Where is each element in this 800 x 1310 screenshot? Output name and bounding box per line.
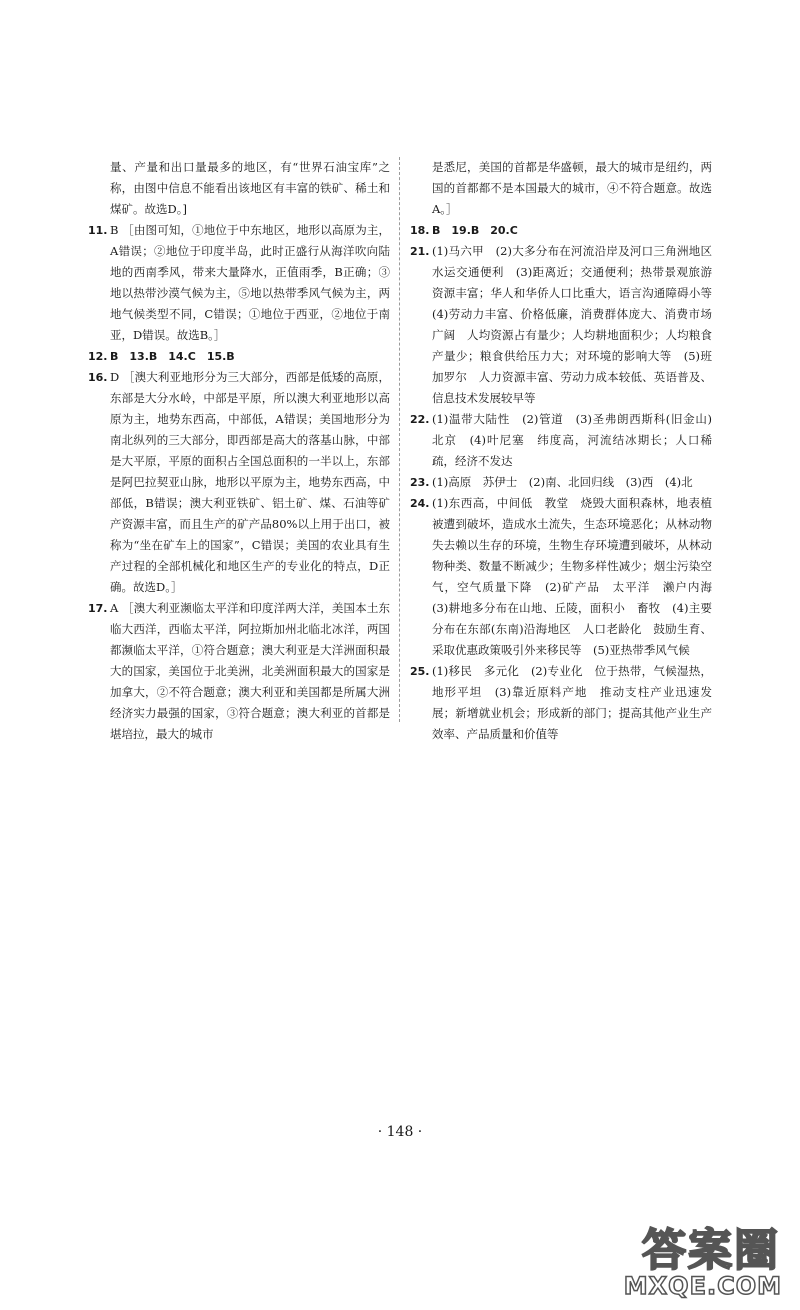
left-column — [88, 157, 390, 745]
answer-12-15: 12. B 13.B 14.C 15.B — [88, 346, 390, 367]
right-column — [410, 157, 724, 745]
question-number: 18. — [410, 224, 430, 237]
watermark-logo-text: 答案圈 — [642, 1225, 780, 1276]
column-divider — [399, 157, 400, 722]
question-number: 12. — [88, 350, 108, 363]
answer-continued-17: 是悉尼，美国的首都是华盛顿，最大的城市是纽约，两国的首都都不是本国最大的城市，④不符合题意。故选A。］ — [432, 160, 712, 216]
answer-17: 17. A ［澳大利亚濒临太平洋和印度洋两大洋，美国本土东临大西洋，西临太平洋，阿拉斯加州北临北冰洋，两国都濒临太平洋，①符合题意；澳大利亚是大洋洲面积最大的国家，美国位于北美洲，北美洲面积最大的国家是加拿大，②不符合题意；澳大利亚和美国都是所属大洲经济实力最强的国家，③符合题意；澳大利亚的首都是堪培拉，最大的城市 — [88, 598, 390, 745]
question-number: 22. — [410, 413, 430, 426]
answer-16: 16. D ［澳大利亚地形分为三大部分，西部是低矮的高原，东部是大分水岭，中部是平原，所以澳大利亚地形以高原为主，地势东西高，中部低，A错误；美国地形分为南北纵列的三大部分，即西部是高大的落基山脉，中部是大平原，平原的面积占全国总面积的一半以上，东部是阿巴拉契亚山脉，地形以平原为主，地势东西高，中部低，B错误；澳大利亚铁矿、铝土矿、煤、石油等矿产资源丰富，而且生产的矿产品80%以上用于出口，被称为“坐在矿车上的国家”，C错误；美国的农业具有生产过程的全部机械化和地区生产的专业化的特点，D正确。故选D。］ — [88, 367, 390, 598]
question-number: 24. — [410, 497, 430, 510]
answer-25: 25. (1)移民 多元化 (2)专业化 位于热带，气候湿热，地形平坦 (3)靠近原料产地 推动支柱产业迅速发展；新增就业机会；形成新的部门；提高其他产业生产效率、产品质量和价值等 — [410, 661, 712, 745]
question-number: 11. — [88, 224, 108, 237]
question-number: 25. — [410, 665, 430, 678]
answer-11: 11. B ［由图可知，①地位于中东地区，地形以高原为主，A错误；②地位于印度半岛，此时正盛行从海洋吹向陆地的西南季风，带来大量降水，正值雨季，B正确；③地以热带沙漠气候为主，⑤地以热带季风气候为主，两地气候类型不同，C错误；①地位于西亚，②地位于南亚，D错误。故选B。］ — [88, 220, 390, 346]
answer-22: 22. (1)温带大陆性 (2)管道 (3)圣弗朗西斯科(旧金山) 北京 (4)叶尼塞 纬度高，河流结冰期长；人口稀疏，经济不发达 — [410, 409, 712, 472]
answer-21: 21. (1)马六甲 (2)大多分布在河流沿岸及河口三角洲地区 水运交通便利 (3)距离近；交通便利；热带景观旅游资源丰富；华人和华侨人口比重大，语言沟通障碍小等 (4)劳动力丰富、价格低廉，消费群体庞大、消费市场广阔 人均资源占有量少；人均耕地面积少；人均粮食产量少；粮食供给压力大；对环境的影响大等 (5)班加罗尔 人力资源丰富、劳动力成本较低、英语普及、信息技术发展较早等 — [410, 241, 712, 409]
answer-23: 23. (1)高原 苏伊士 (2)南、北回归线 (3)西 (4)北 — [410, 472, 712, 493]
question-number: 17. — [88, 602, 108, 615]
page-number: · 148 · — [377, 1124, 423, 1140]
answer-24: 24. (1)东西高，中间低 教堂 烧毁大面积森林，地表植被遭到破坏，造成水土流失，生态环境恶化；从林动物失去赖以生存的环境，生物生存环境遭到破坏，从林动物种类、数量不断减少；生物多样性减少；烟尘污染空气，空气质量下降 (2)矿产品 太平洋 濑户内海 (3)耕地多分布在山地、丘陵，面积小 畜牧 (4)主要分布在东部(东南)沿海地区 人口老龄化 鼓励生育、采取优惠政策吸引外来移民等 (5)亚热带季风气候 — [410, 493, 712, 661]
question-number: 21. — [410, 245, 430, 258]
question-number: 16. — [88, 371, 108, 384]
answer-continued-10: 量、产量和出口量最多的地区，有“世界石油宝库”之称，由图中信息不能看出该地区有丰富的铁矿、稀土和煤矿。故选D。] — [110, 160, 390, 216]
watermark-url: MXQE.COM — [623, 1272, 782, 1300]
watermark-logo — [594, 1206, 794, 1306]
question-number: 23. — [410, 476, 430, 489]
answer-18-20: 18. B 19.B 20.C — [410, 220, 712, 241]
